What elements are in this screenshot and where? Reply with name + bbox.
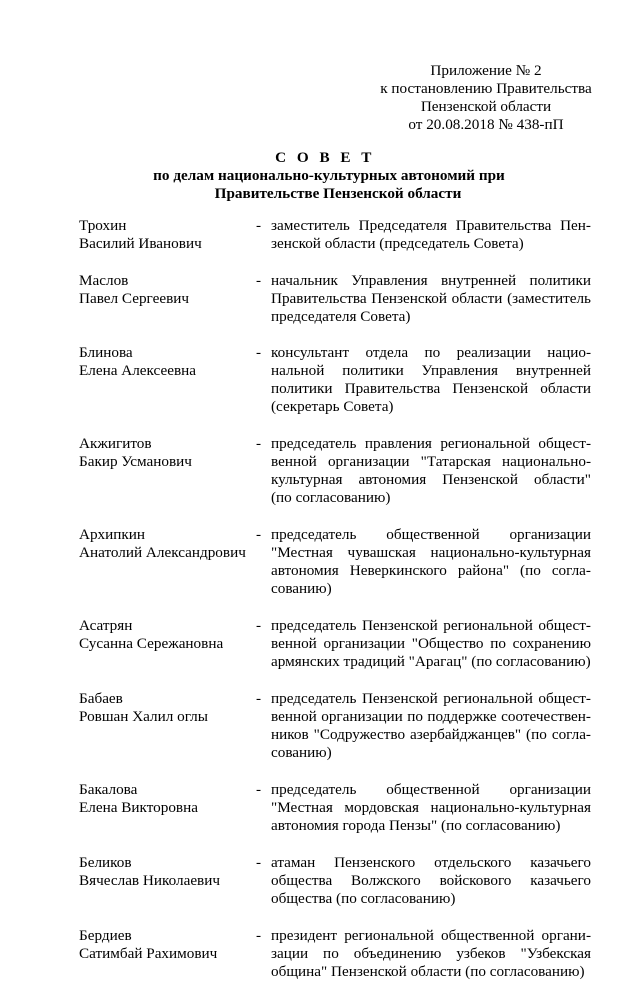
member-role-line: начальник Управления внутренней политики — [271, 272, 591, 289]
member-role — [271, 217, 591, 253]
member-role-line: общества (по согласованию) — [271, 890, 456, 907]
appendix-reference: к постановлению Правительства — [380, 80, 592, 97]
member-given-names: Бакир Усманович — [79, 453, 192, 470]
member-entry — [79, 526, 591, 598]
member-role-line: председателя Совета) — [271, 308, 411, 325]
member-name — [79, 617, 256, 671]
member-surname: Архипкин — [79, 526, 146, 543]
member-role — [271, 272, 591, 326]
member-role-line: председатель общественной организации — [271, 781, 591, 798]
member-dash: - — [256, 927, 262, 944]
member-role-line: общества Волжского войскового казачьего — [271, 872, 591, 889]
member-given-names: Павел Сергеевич — [79, 290, 190, 307]
appendix-number: Приложение № 2 — [430, 62, 542, 79]
member-role-line: зенской области (председатель Совета) — [271, 235, 524, 252]
title-line-2: Правительстве Пензенской области — [214, 185, 462, 202]
member-name — [79, 344, 256, 416]
member-surname: Маслов — [79, 272, 129, 289]
appendix-header — [380, 62, 592, 134]
member-role — [271, 617, 591, 671]
member-name — [79, 927, 256, 981]
member-dash: - — [256, 617, 262, 634]
member-dash: - — [256, 781, 262, 798]
document-title — [0, 149, 640, 203]
council-members-list — [79, 217, 591, 1000]
member-dash: - — [256, 217, 262, 234]
member-entry — [79, 854, 591, 908]
member-given-names: Василий Иванович — [79, 235, 202, 252]
member-dash: - — [256, 854, 262, 871]
title-main: С О В Е Т — [275, 149, 375, 166]
member-given-names: Сусанна Сережановна — [79, 635, 224, 652]
member-role-line: венной организации "Татарская национально- — [271, 453, 591, 470]
member-given-names: Елена Алексеевна — [79, 362, 196, 379]
member-surname: Трохин — [79, 217, 127, 234]
member-role-line: Правительства Пензенской области (заместитель — [271, 290, 591, 307]
member-role-line: председатель общественной организации — [271, 526, 591, 543]
member-surname: Бердиев — [79, 927, 132, 944]
member-role-line: (секретарь Совета) — [271, 398, 394, 415]
appendix-date-number: от 20.08.2018 № 438-пП — [408, 116, 564, 133]
member-role-line: "Местная чувашская национально-культурная — [271, 544, 591, 561]
member-surname: Блинова — [79, 344, 133, 361]
member-role-line: ников "Содружество азербайджанцев" (по согла- — [271, 726, 591, 743]
member-entry — [79, 435, 591, 507]
member-role-line: атаман Пензенского отдельского казачьего — [271, 854, 591, 871]
member-dash: - — [256, 272, 262, 289]
member-entry — [79, 344, 591, 416]
member-dash: - — [256, 344, 262, 361]
member-role-line: консультант отдела по реализации нацио- — [271, 344, 591, 361]
member-role-line: президент региональной общественной органи- — [271, 927, 591, 944]
member-role-line: председатель Пензенской региональной общест- — [271, 617, 591, 634]
member-role-line: "Местная мордовская национально-культурная — [271, 799, 591, 816]
member-name — [79, 435, 256, 507]
member-role — [271, 781, 591, 835]
member-role-line: сованию) — [271, 580, 332, 597]
member-name — [79, 854, 256, 908]
member-role-line: культурная автономия Пензенской области" — [271, 471, 591, 488]
member-role-line: сованию) — [271, 744, 332, 761]
member-role-line: зации по объединению узбеков "Узбекская — [271, 945, 591, 962]
member-role-line: община" Пензенской области (по согласованию) — [271, 963, 585, 980]
member-role — [271, 927, 591, 981]
member-entry — [79, 927, 591, 981]
member-given-names: Вячеслав Николаевич — [79, 872, 220, 889]
member-dash: - — [256, 690, 262, 707]
appendix-region: Пензенской области — [420, 98, 552, 115]
member-role-line: нальной политики Управления внутренней — [271, 362, 591, 379]
member-dash: - — [256, 435, 262, 452]
member-role — [271, 344, 591, 416]
member-role-line: председатель Пензенской региональной общест- — [271, 690, 591, 707]
member-name — [79, 217, 256, 253]
member-name — [79, 781, 256, 835]
member-role-line: армянских традиций "Арагац" (по согласованию) — [271, 653, 591, 670]
member-surname: Бабаев — [79, 690, 123, 707]
member-role-line: политики Правительства Пензенской области — [271, 380, 591, 397]
member-role — [271, 690, 591, 762]
member-surname: Асатрян — [79, 617, 133, 634]
member-entry — [79, 690, 591, 762]
member-role-line: венной организации по поддержке соотечествен- — [271, 708, 591, 725]
member-given-names: Анатолий Александрович — [79, 544, 246, 561]
member-role-line: венной организации "Общество по сохранению — [271, 635, 591, 652]
title-line-1: по делам национально-культурных автономий при — [153, 167, 505, 184]
member-name — [79, 526, 256, 598]
member-surname: Акжигитов — [79, 435, 152, 452]
member-surname: Бакалова — [79, 781, 138, 798]
member-role-line: автономия города Пензы" (по согласованию) — [271, 817, 561, 834]
member-entry — [79, 617, 591, 671]
member-role — [271, 854, 591, 908]
member-surname: Беликов — [79, 854, 132, 871]
member-name — [79, 690, 256, 762]
member-role-line: автономия Неверкинского района" (по согла- — [271, 562, 591, 579]
member-role-line: заместитель Председателя Правительства Пен- — [271, 217, 591, 234]
member-entry — [79, 272, 591, 326]
member-role — [271, 526, 591, 598]
member-dash: - — [256, 526, 262, 543]
member-given-names: Елена Викторовна — [79, 799, 198, 816]
member-name — [79, 272, 256, 326]
member-entry — [79, 217, 591, 253]
member-given-names: Сатимбай Рахимович — [79, 945, 218, 962]
member-role-line: председатель правления региональной общест- — [271, 435, 591, 452]
member-role — [271, 435, 591, 507]
member-entry — [79, 781, 591, 835]
member-role-line: (по согласованию) — [271, 489, 391, 506]
member-given-names: Ровшан Халил оглы — [79, 708, 208, 725]
